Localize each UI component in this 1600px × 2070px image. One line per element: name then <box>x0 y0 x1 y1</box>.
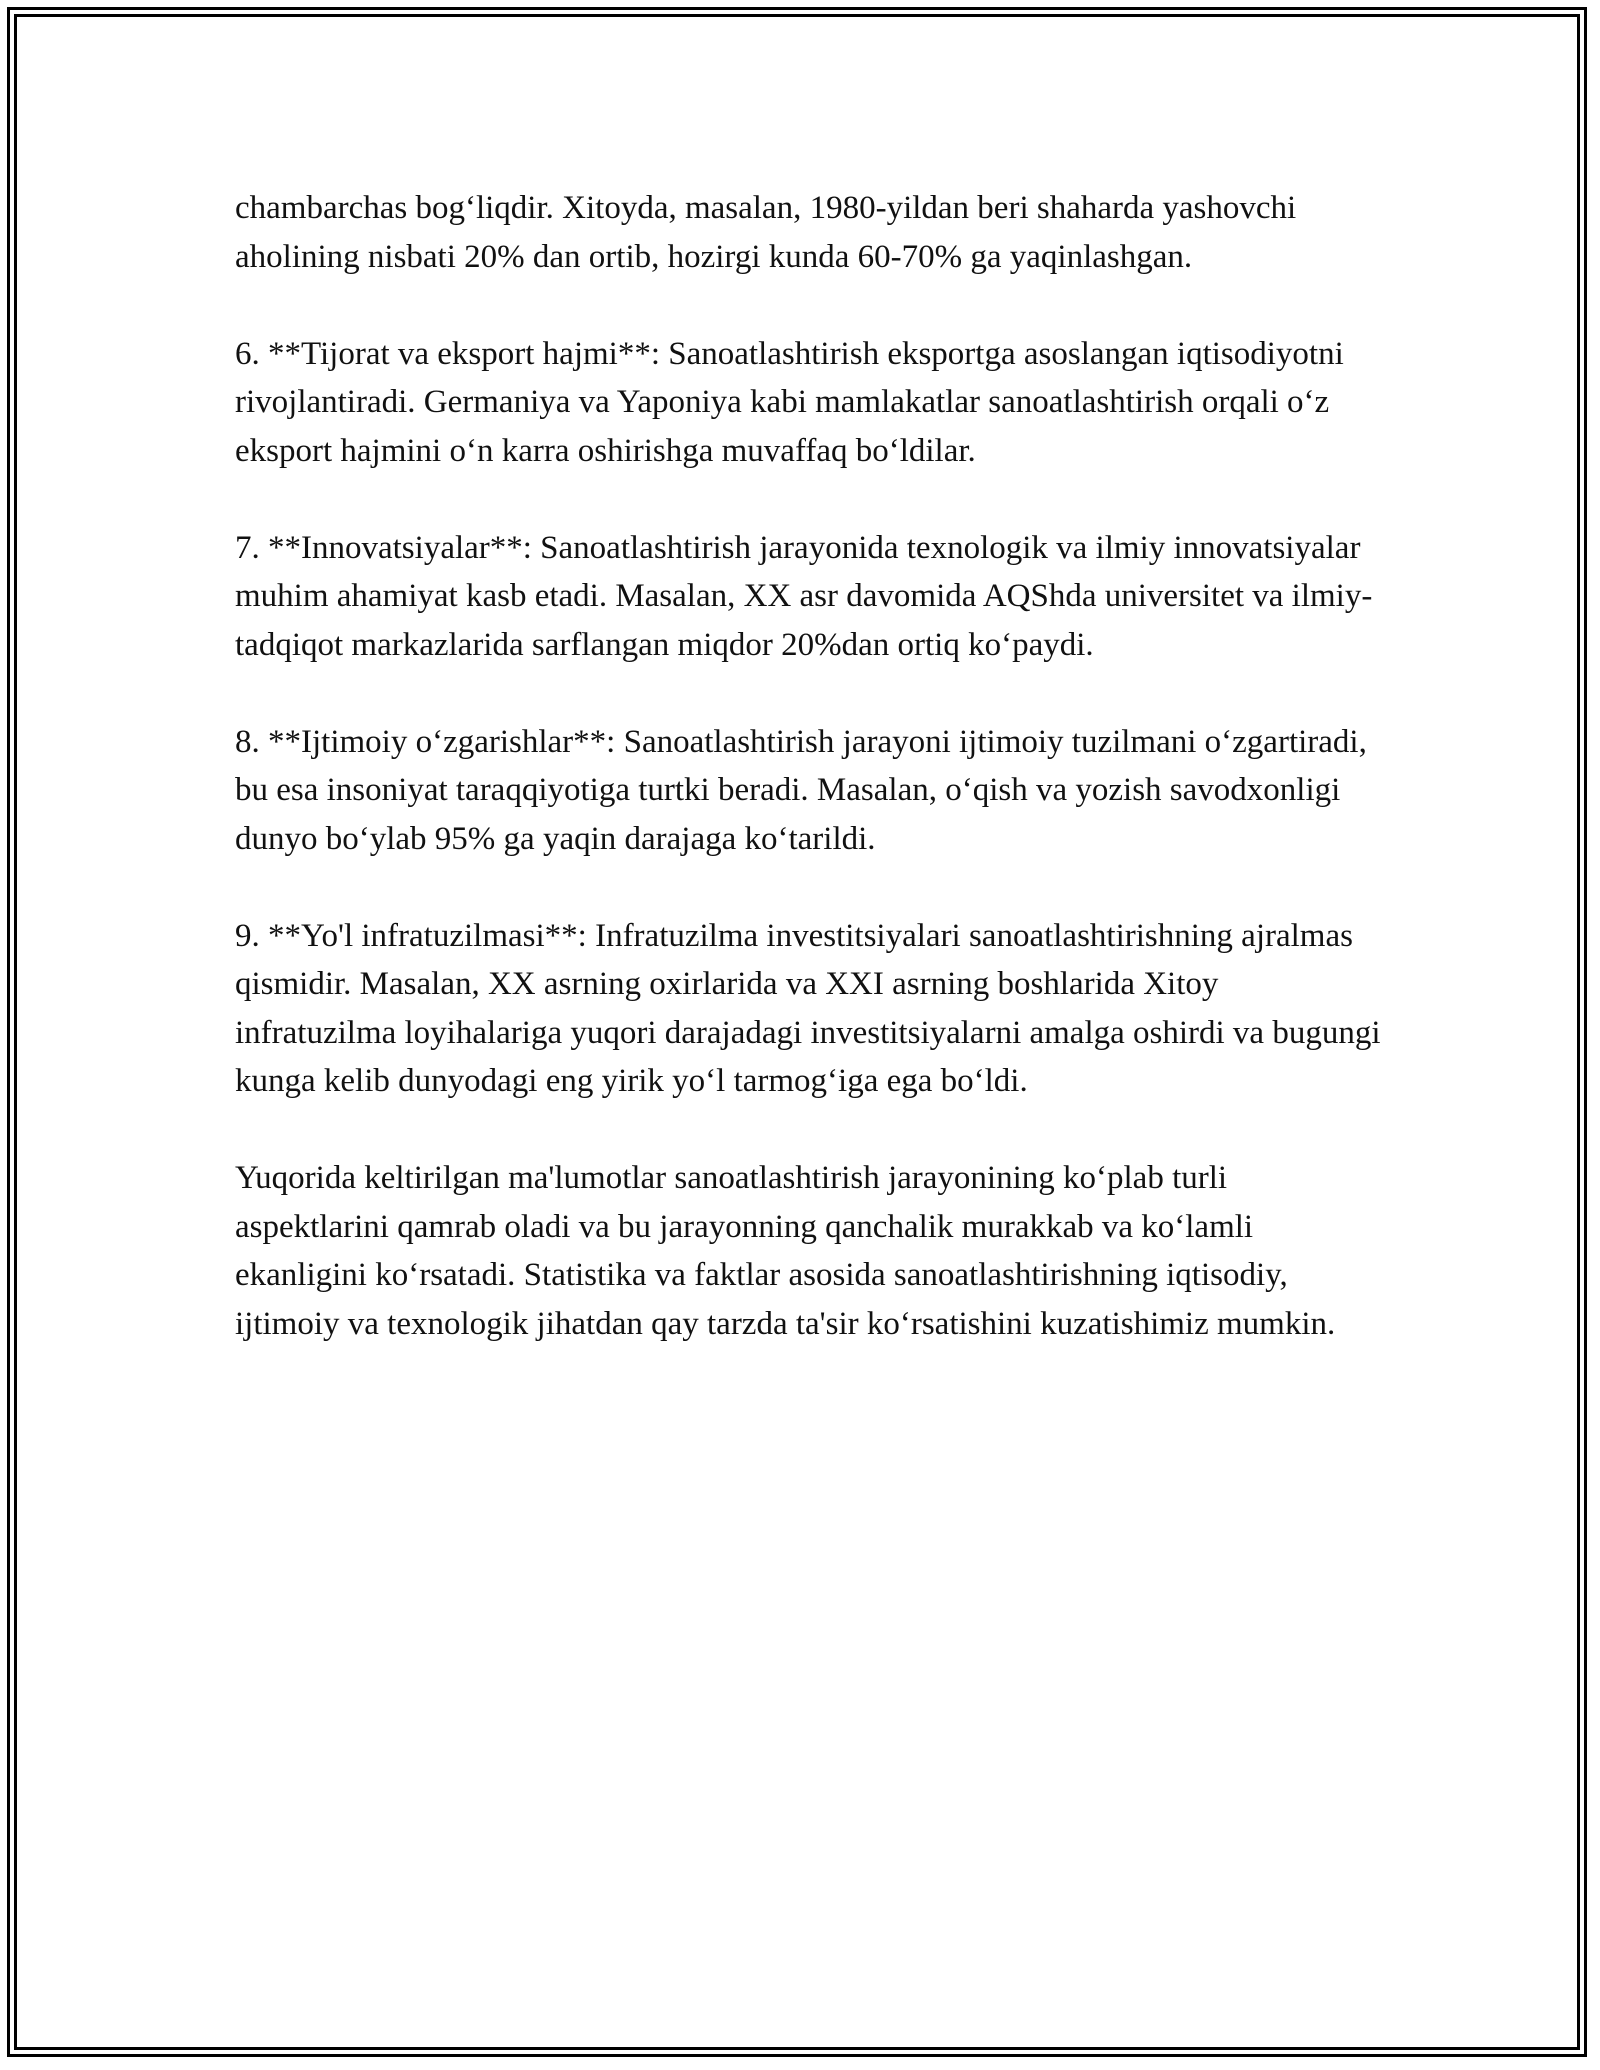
paragraph-urbanization-continuation: chambarchas bog‘liqdir. Xitoyda, masalan, 1980-yildan beri shaharda yashovchi aholining nisbati 20% dan ortib, hozirgi kunda 60-70% ga yaqinlashgan. <box>235 190 1297 275</box>
document-body <box>235 184 1385 1348</box>
paragraph-social-changes: 8. **Ijtimoiy o‘zgarishlar**: Sanoatlashtirish jarayoni ijtimoiy tuzilmani o‘zgartiradi, bu esa insoniyat taraqqiyotiga turtki beradi. Masalan, o‘qish va yozish savodxonligi dunyo bo‘ylab 95% ga yaqin darajaga ko‘tarildi. <box>235 723 1367 857</box>
paragraph-conclusion: Yuqorida keltirilgan ma'lumotlar sanoatlashtirish jarayonining ko‘plab turli aspektlarini qamrab oladi va bu jarayonning qanchalik murakkab va ko‘lamli ekanligini ko‘rsatadi. Statistika va faktlar asosida sanoatlashtirishning iqtisodiy, ijtimoiy va texnologik jihatdan qay tarzda ta'sir ko‘rsatishini kuzatishimiz mumkin. <box>235 1160 1336 1342</box>
paragraph-trade-export: 6. **Tijorat va eksport hajmi**: Sanoatlashtirish eksportga asoslangan iqtisodiyotni rivojlantiradi. Germaniya va Yaponiya kabi mamlakatlar sanoatlashtirish orqali o‘z eksport hajmini o‘n karra oshirishga muvaffaq bo‘ldilar. <box>235 335 1344 469</box>
paragraph-road-infrastructure: 9. **Yo'l infratuzilmasi**: Infratuzilma investitsiyalari sanoatlashtirishning ajralmas qismidir. Masalan, XX asrning oxirlarida va XXI asrning boshlarida Xitoy infratuzilma loyihalariga yuqori darajadagi investitsiyalarni amalga oshirdi va bugungi kunga kelib dunyodagi eng yirik yo‘l tarmog‘iga ega bo‘ldi. <box>235 917 1381 1099</box>
paragraph-innovations: 7. **Innovatsiyalar**: Sanoatlashtirish jarayonida texnologik va ilmiy innovatsiyalar muhim ahamiyat kasb etadi. Masalan, XX asr davomida AQShda universitet va ilmiy-tadqiqot markazlarida sarflangan miqdor 20%dan ortiq ko‘paydi. <box>235 529 1373 663</box>
